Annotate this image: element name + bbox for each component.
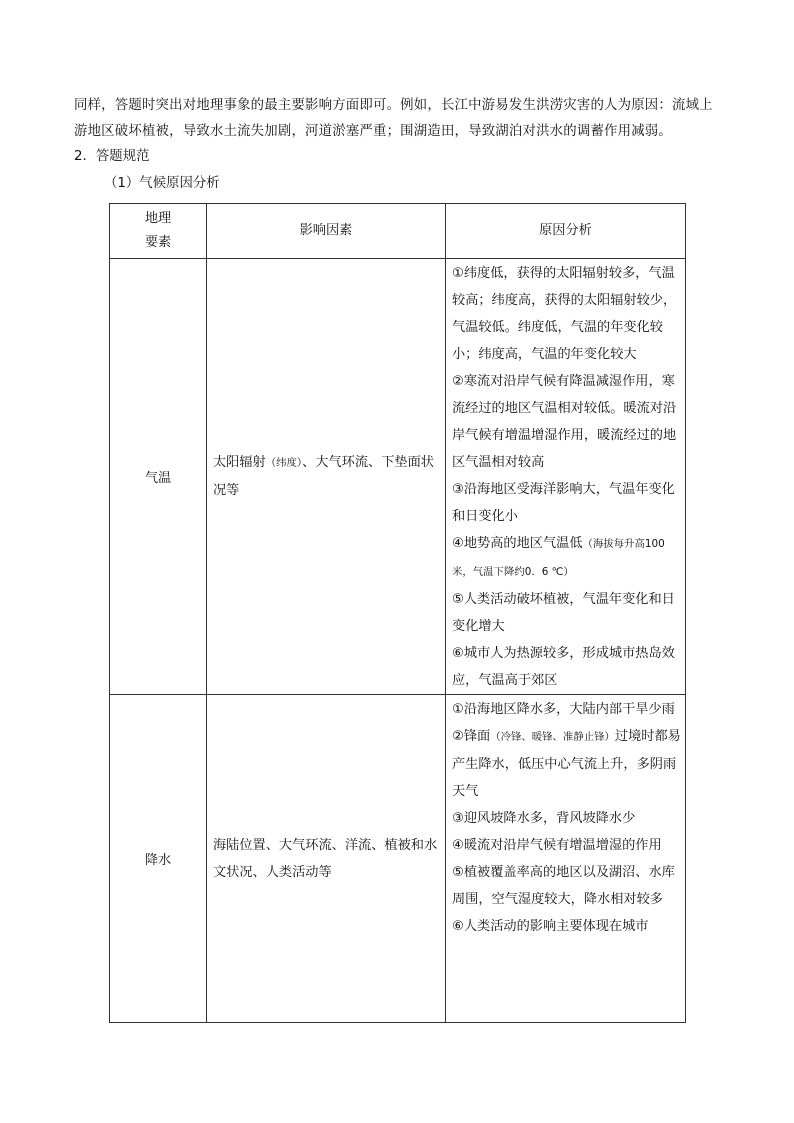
header-element-line1: 地理 — [144, 211, 172, 226]
analysis-item-text: ②锋面 — [452, 729, 491, 744]
analysis-item: ⑥人类活动的影响主要体现在城市 — [452, 919, 649, 934]
factors-main: 太阳辐射 — [213, 455, 266, 470]
table-row-precipitation — [110, 695, 686, 1023]
analysis-item-text: ④地势高的地区气温低 — [452, 536, 583, 551]
analysis-item-note: （冷锋、暖锋、准静止锋） — [490, 731, 615, 743]
element-cell-precipitation: 降水 — [110, 695, 207, 1023]
intro-paragraph: 同样，答题时突出对地理事象的最主要影响方面即可。例如，长江中游易发生洪涝灾害的人为原因：流域上游地区破坏植被，导致水土流失加剧，河道淤塞严重；围湖造田，导致湖泊对洪水的调蓄作用减弱。 — [74, 98, 713, 139]
analysis-item: ①沿海地区降水多，大陆内部干旱少雨 — [452, 702, 675, 717]
factors-note: （纬度） — [265, 457, 303, 469]
table-header-row — [110, 204, 686, 259]
analysis-item: ④暖流对沿岸气候有增温增湿的作用 — [452, 838, 662, 853]
table-row-temperature — [110, 259, 686, 695]
element-cell-temperature: 气温 — [110, 259, 207, 695]
analysis-item: ②寒流对沿岸气候有降温减湿作用，寒流经过的地区气温相对较低。暖流对沿岸气候有增温增湿作用，暖流经过的地区气温相对较高 — [452, 374, 677, 470]
factors-cell-temperature — [207, 259, 446, 695]
header-factors: 影响因素 — [207, 204, 446, 259]
climate-factors-table — [109, 203, 686, 1023]
analysis-item — [452, 530, 682, 586]
analysis-item — [452, 723, 682, 805]
analysis-item: ③沿海地区受海洋影响大，气温年变化和日变化小 — [452, 482, 675, 524]
header-element — [110, 204, 207, 259]
section-heading: 2．答题规范 — [74, 149, 150, 164]
header-analysis: 原因分析 — [446, 204, 686, 259]
analysis-item-tail: 过境时都易产生降水，低压中心气流上升，多阴雨天气 — [452, 729, 681, 799]
factors-cell-precipitation: 海陆位置、大气环流、洋流、植被和水文状况、人类活动等 — [207, 695, 446, 1023]
factors-rest: 、大气环流、下垫面状况等 — [213, 455, 434, 498]
analysis-cell-temperature — [446, 259, 686, 695]
analysis-item: ③迎风坡降水多，背风坡降水少 — [452, 811, 636, 826]
subsection-heading: （1）气候原因分析 — [104, 176, 220, 191]
analysis-cell-precipitation — [446, 695, 686, 1023]
analysis-item-note: （海拔每升高100米，气温下降约0．6 ℃） — [452, 538, 665, 578]
analysis-item: ①纬度低，获得的太阳辐射较多，气温较高；纬度高，获得的太阳辐射较少，气温较低。纬度低，气温的年变化较小；纬度高，气温的年变化较大 — [452, 266, 677, 362]
analysis-item: ⑤人类活动破坏植被，气温年变化和日变化增大 — [452, 592, 675, 634]
analysis-item: ⑥城市人为热源较多，形成城市热岛效应，气温高于郊区 — [452, 646, 675, 688]
analysis-item: ⑤植被覆盖率高的地区以及湖沼、水库周围，空气湿度较大，降水相对较多 — [452, 865, 675, 907]
header-element-line2: 要素 — [144, 235, 172, 250]
